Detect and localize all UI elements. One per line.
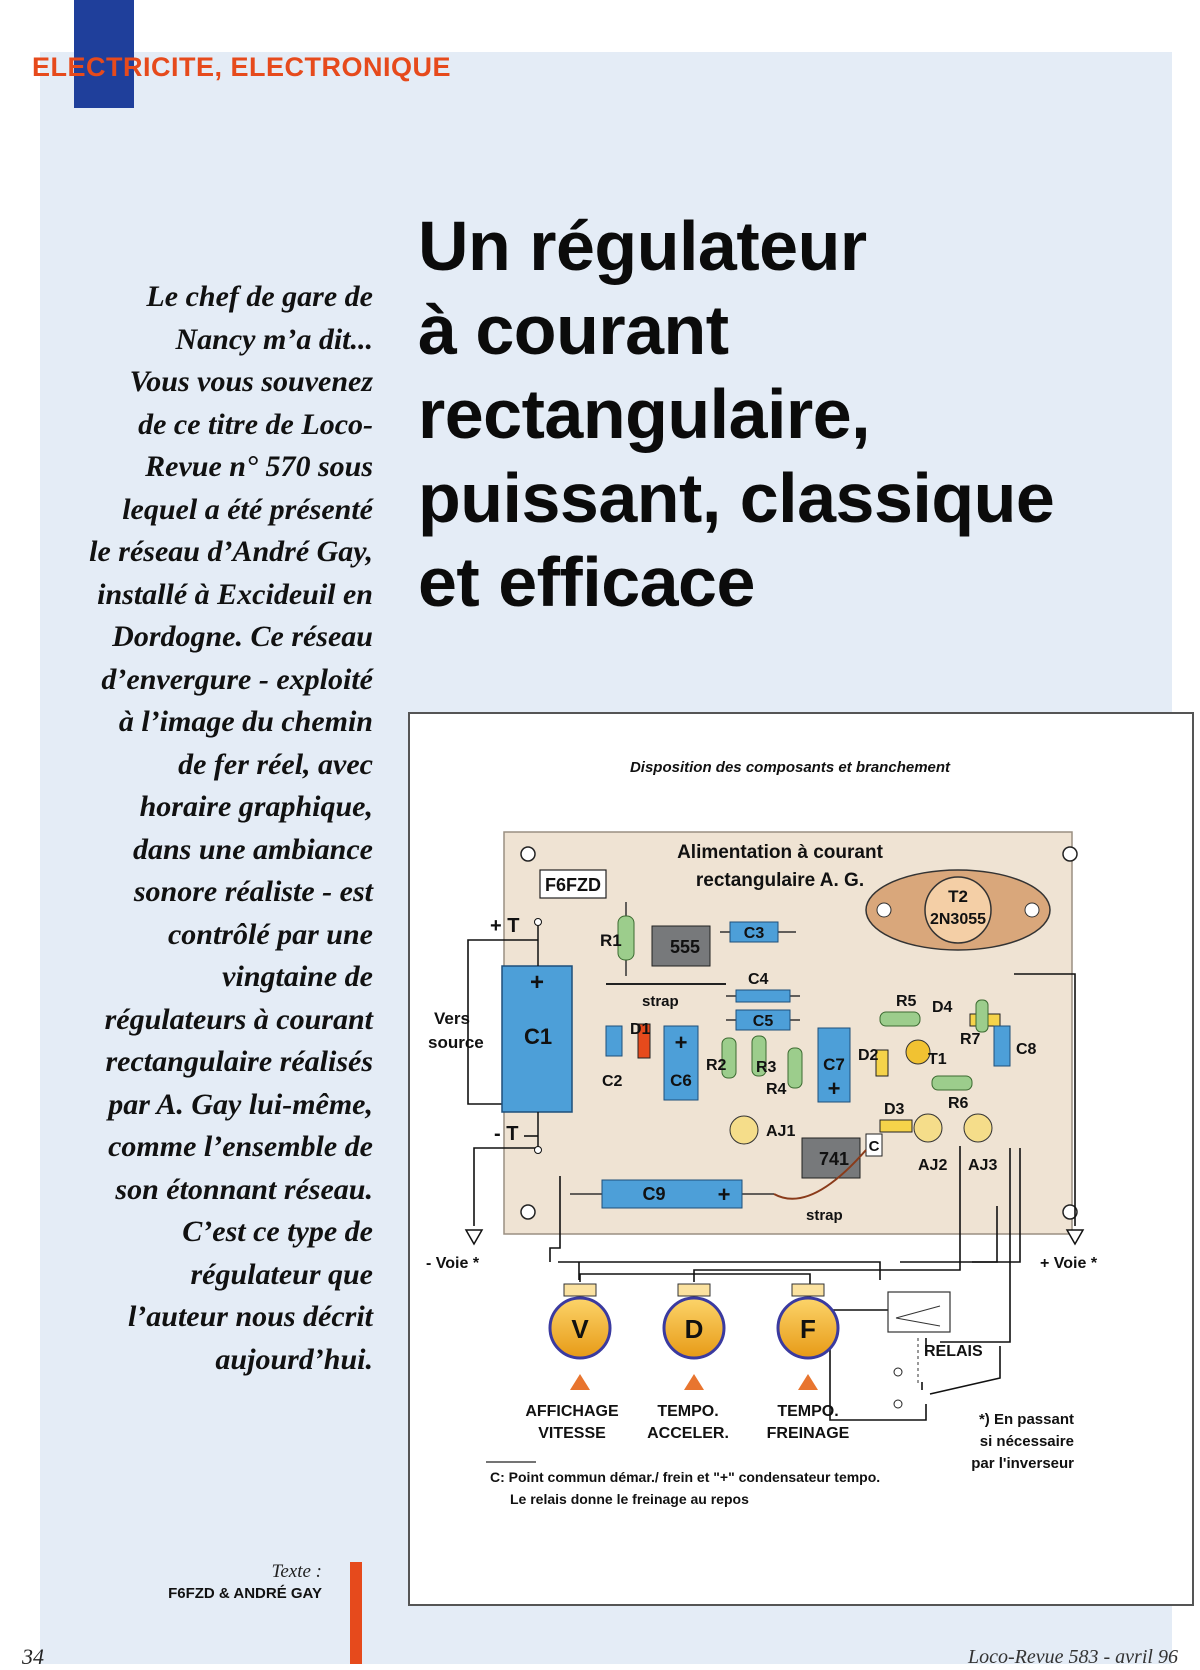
r5-label: R5 — [896, 993, 917, 1010]
intro-line: régulateurs à courant — [104, 1002, 373, 1036]
point-c-label: C — [868, 1138, 880, 1155]
trimmer-aj2 — [914, 1114, 942, 1142]
aj2-label: AJ2 — [918, 1157, 948, 1174]
trimmer-aj1 — [730, 1116, 758, 1144]
ic-555-label: 555 — [669, 937, 701, 957]
capacitor-c4 — [736, 990, 790, 1002]
wire — [558, 1262, 880, 1280]
callsign-label: F6FZD — [545, 875, 601, 895]
knob-caption: ACCELER. — [647, 1425, 729, 1442]
board-title-line: Alimentation à courant — [677, 842, 883, 863]
intro-line: C’est ce type de — [182, 1215, 373, 1248]
intro-line: Revue n° 570 sous — [145, 450, 373, 483]
polarity-mark: + — [674, 1030, 688, 1055]
intro-line: vingtaine de — [222, 960, 373, 993]
knob-pointer — [798, 1374, 818, 1390]
capacitor-c2 — [606, 1026, 622, 1056]
board-title-line: rectangulaire A. G. — [695, 870, 865, 891]
d4-label: D4 — [932, 999, 953, 1016]
circuit-diagram — [410, 714, 1196, 1608]
aj3-label: AJ3 — [968, 1157, 998, 1174]
track-plus-arrow — [1067, 1230, 1083, 1244]
intro-line: Nancy m’a dit... — [175, 322, 373, 356]
c3-label: C3 — [743, 925, 765, 942]
legend-line: C: Point commun démar./ frein et "+" condensateur tempo. — [490, 1469, 881, 1485]
knob-caption: AFFICHAGE — [525, 1403, 619, 1420]
intro-line: contrôlé par une — [167, 917, 373, 951]
credit-authors: F6FZD & ANDRÉ GAY — [168, 1585, 322, 1602]
intro-line: rectangulaire réalisés — [105, 1045, 373, 1078]
title-line: rectangulaire, — [418, 375, 871, 453]
relay-contact — [894, 1400, 902, 1408]
section-label: ELECTRICITE, ELECTRONIQUE — [32, 52, 452, 82]
knob-caption: TEMPO. — [657, 1403, 719, 1420]
resistor-r7 — [976, 1000, 988, 1032]
intro-line: régulateur que — [190, 1257, 373, 1291]
figure-caption: Disposition des composants et branchement — [629, 759, 951, 776]
intro-line: horaire graphique, — [139, 790, 373, 823]
track-plus-label: + Voie * — [1040, 1255, 1098, 1272]
c6-label: C6 — [670, 1071, 692, 1090]
intro-line: par A. Gay lui-même, — [108, 1087, 373, 1121]
track-minus-label: - Voie * — [426, 1255, 480, 1272]
intro-line: le réseau d’André Gay, — [89, 535, 373, 568]
polarity-mark: + — [529, 969, 545, 996]
knob-caption: FREINAGE — [766, 1425, 850, 1442]
note-line: *) En passant — [978, 1411, 1074, 1428]
c2-label: C2 — [602, 1073, 623, 1090]
vers-label: Vers — [434, 1009, 470, 1028]
mounting-hole — [877, 903, 891, 917]
c1-label: C1 — [523, 1024, 553, 1049]
minus-t-label: - T — [494, 1123, 519, 1145]
d2-label: D2 — [858, 1047, 879, 1064]
ic-741-label: 741 — [818, 1149, 850, 1169]
intro-line: de fer réel, avec — [178, 747, 373, 781]
knob-pointer — [684, 1374, 704, 1390]
intro-line: Vous vous souvenez — [129, 365, 373, 398]
knob-v[interactable] — [550, 1284, 610, 1390]
knob-letter: V — [571, 1314, 589, 1344]
page-footer: Loco-Revue 583 - avril 96 — [968, 1646, 1178, 1668]
knob-letter: D — [684, 1314, 704, 1344]
c7-label: C7 — [823, 1055, 845, 1074]
mounting-hole — [1063, 847, 1077, 861]
r7-label: R7 — [960, 1031, 981, 1048]
title-line: puissant, classique — [418, 459, 1055, 537]
note-line: par l'inverseur — [971, 1455, 1074, 1472]
knob-caption: TEMPO. — [777, 1403, 839, 1420]
intro-line: lequel a été présenté — [122, 492, 373, 526]
r6-label: R6 — [948, 1095, 969, 1112]
intro-line: installé à Excideuil en — [97, 577, 373, 611]
polarity-mark: + — [827, 1076, 841, 1101]
t1-label: T1 — [928, 1051, 947, 1068]
relay-label: RELAIS — [924, 1343, 983, 1360]
source-label: source — [428, 1033, 484, 1052]
circuit-figure — [408, 712, 1194, 1606]
terminal-pad — [535, 1147, 542, 1154]
r1-label: R1 — [600, 931, 622, 950]
trimmer-aj3 — [964, 1114, 992, 1142]
aj1-label: AJ1 — [766, 1123, 796, 1140]
plus-t-label: + T — [490, 915, 520, 937]
resistor-r5 — [880, 1012, 920, 1026]
transistor-name: T2 — [948, 887, 968, 906]
intro-line: l’auteur nous décrit — [127, 1300, 373, 1333]
relay-contact — [894, 1368, 902, 1376]
knob-pointer — [570, 1374, 590, 1390]
r2-label: R2 — [706, 1057, 727, 1074]
intro-line: sonore réaliste - est — [133, 875, 373, 908]
intro-paragraph — [28, 276, 373, 1381]
intro-line: d’envergure - exploité — [101, 662, 373, 696]
transistor-part: 2N3055 — [929, 911, 987, 928]
credit-label: Texte : — [271, 1561, 322, 1582]
note-line: si nécessaire — [979, 1433, 1074, 1450]
knob-d[interactable] — [664, 1284, 724, 1390]
c8-label: C8 — [1016, 1041, 1037, 1058]
diode-d3 — [880, 1120, 912, 1132]
article-title — [418, 204, 1188, 624]
intro-line: Le chef de gare de — [146, 280, 373, 313]
track-minus-arrow — [466, 1230, 482, 1244]
knob-letter: F — [800, 1314, 816, 1344]
resistor-r4 — [788, 1048, 802, 1088]
c5-label: C5 — [752, 1013, 774, 1030]
transistor-t1 — [906, 1040, 930, 1064]
intro-line: comme l’ensemble de — [108, 1130, 373, 1163]
c4-label: C4 — [748, 971, 769, 988]
r4-label: R4 — [766, 1081, 787, 1098]
intro-line: de ce titre de Loco- — [138, 407, 373, 441]
credit-accent-bar — [350, 1562, 362, 1664]
wire — [830, 1332, 926, 1420]
intro-line: aujourd’hui. — [215, 1342, 373, 1376]
mounting-hole — [1025, 903, 1039, 917]
strap-label: strap — [642, 993, 679, 1010]
title-line: Un régulateur — [418, 207, 867, 285]
terminal-pad — [535, 919, 542, 926]
title-line: à courant — [418, 291, 729, 369]
resistor-r6 — [932, 1076, 972, 1090]
polarity-mark: + — [717, 1182, 731, 1207]
d3-label: D3 — [884, 1101, 905, 1118]
c9-label: C9 — [642, 1184, 666, 1204]
intro-line: à l’image du chemin — [118, 705, 373, 738]
title-line: et efficace — [418, 543, 755, 621]
mounting-hole — [521, 1205, 535, 1219]
intro-line: dans une ambiance — [132, 832, 373, 866]
mounting-hole — [521, 847, 535, 861]
d1-label: D1 — [630, 1021, 651, 1038]
intro-line: Dordogne. Ce réseau — [112, 620, 373, 653]
strap-label: strap — [806, 1207, 843, 1224]
capacitor-c8 — [994, 1026, 1010, 1066]
legend-line: Le relais donne le freinage au repos — [510, 1491, 749, 1507]
page-number: 34 — [22, 1644, 44, 1669]
knob-caption: VITESSE — [538, 1425, 606, 1442]
knob-f[interactable] — [778, 1284, 838, 1390]
wire — [580, 1274, 810, 1282]
r3-label: R3 — [756, 1059, 777, 1076]
intro-line: son étonnant réseau. — [115, 1172, 373, 1206]
